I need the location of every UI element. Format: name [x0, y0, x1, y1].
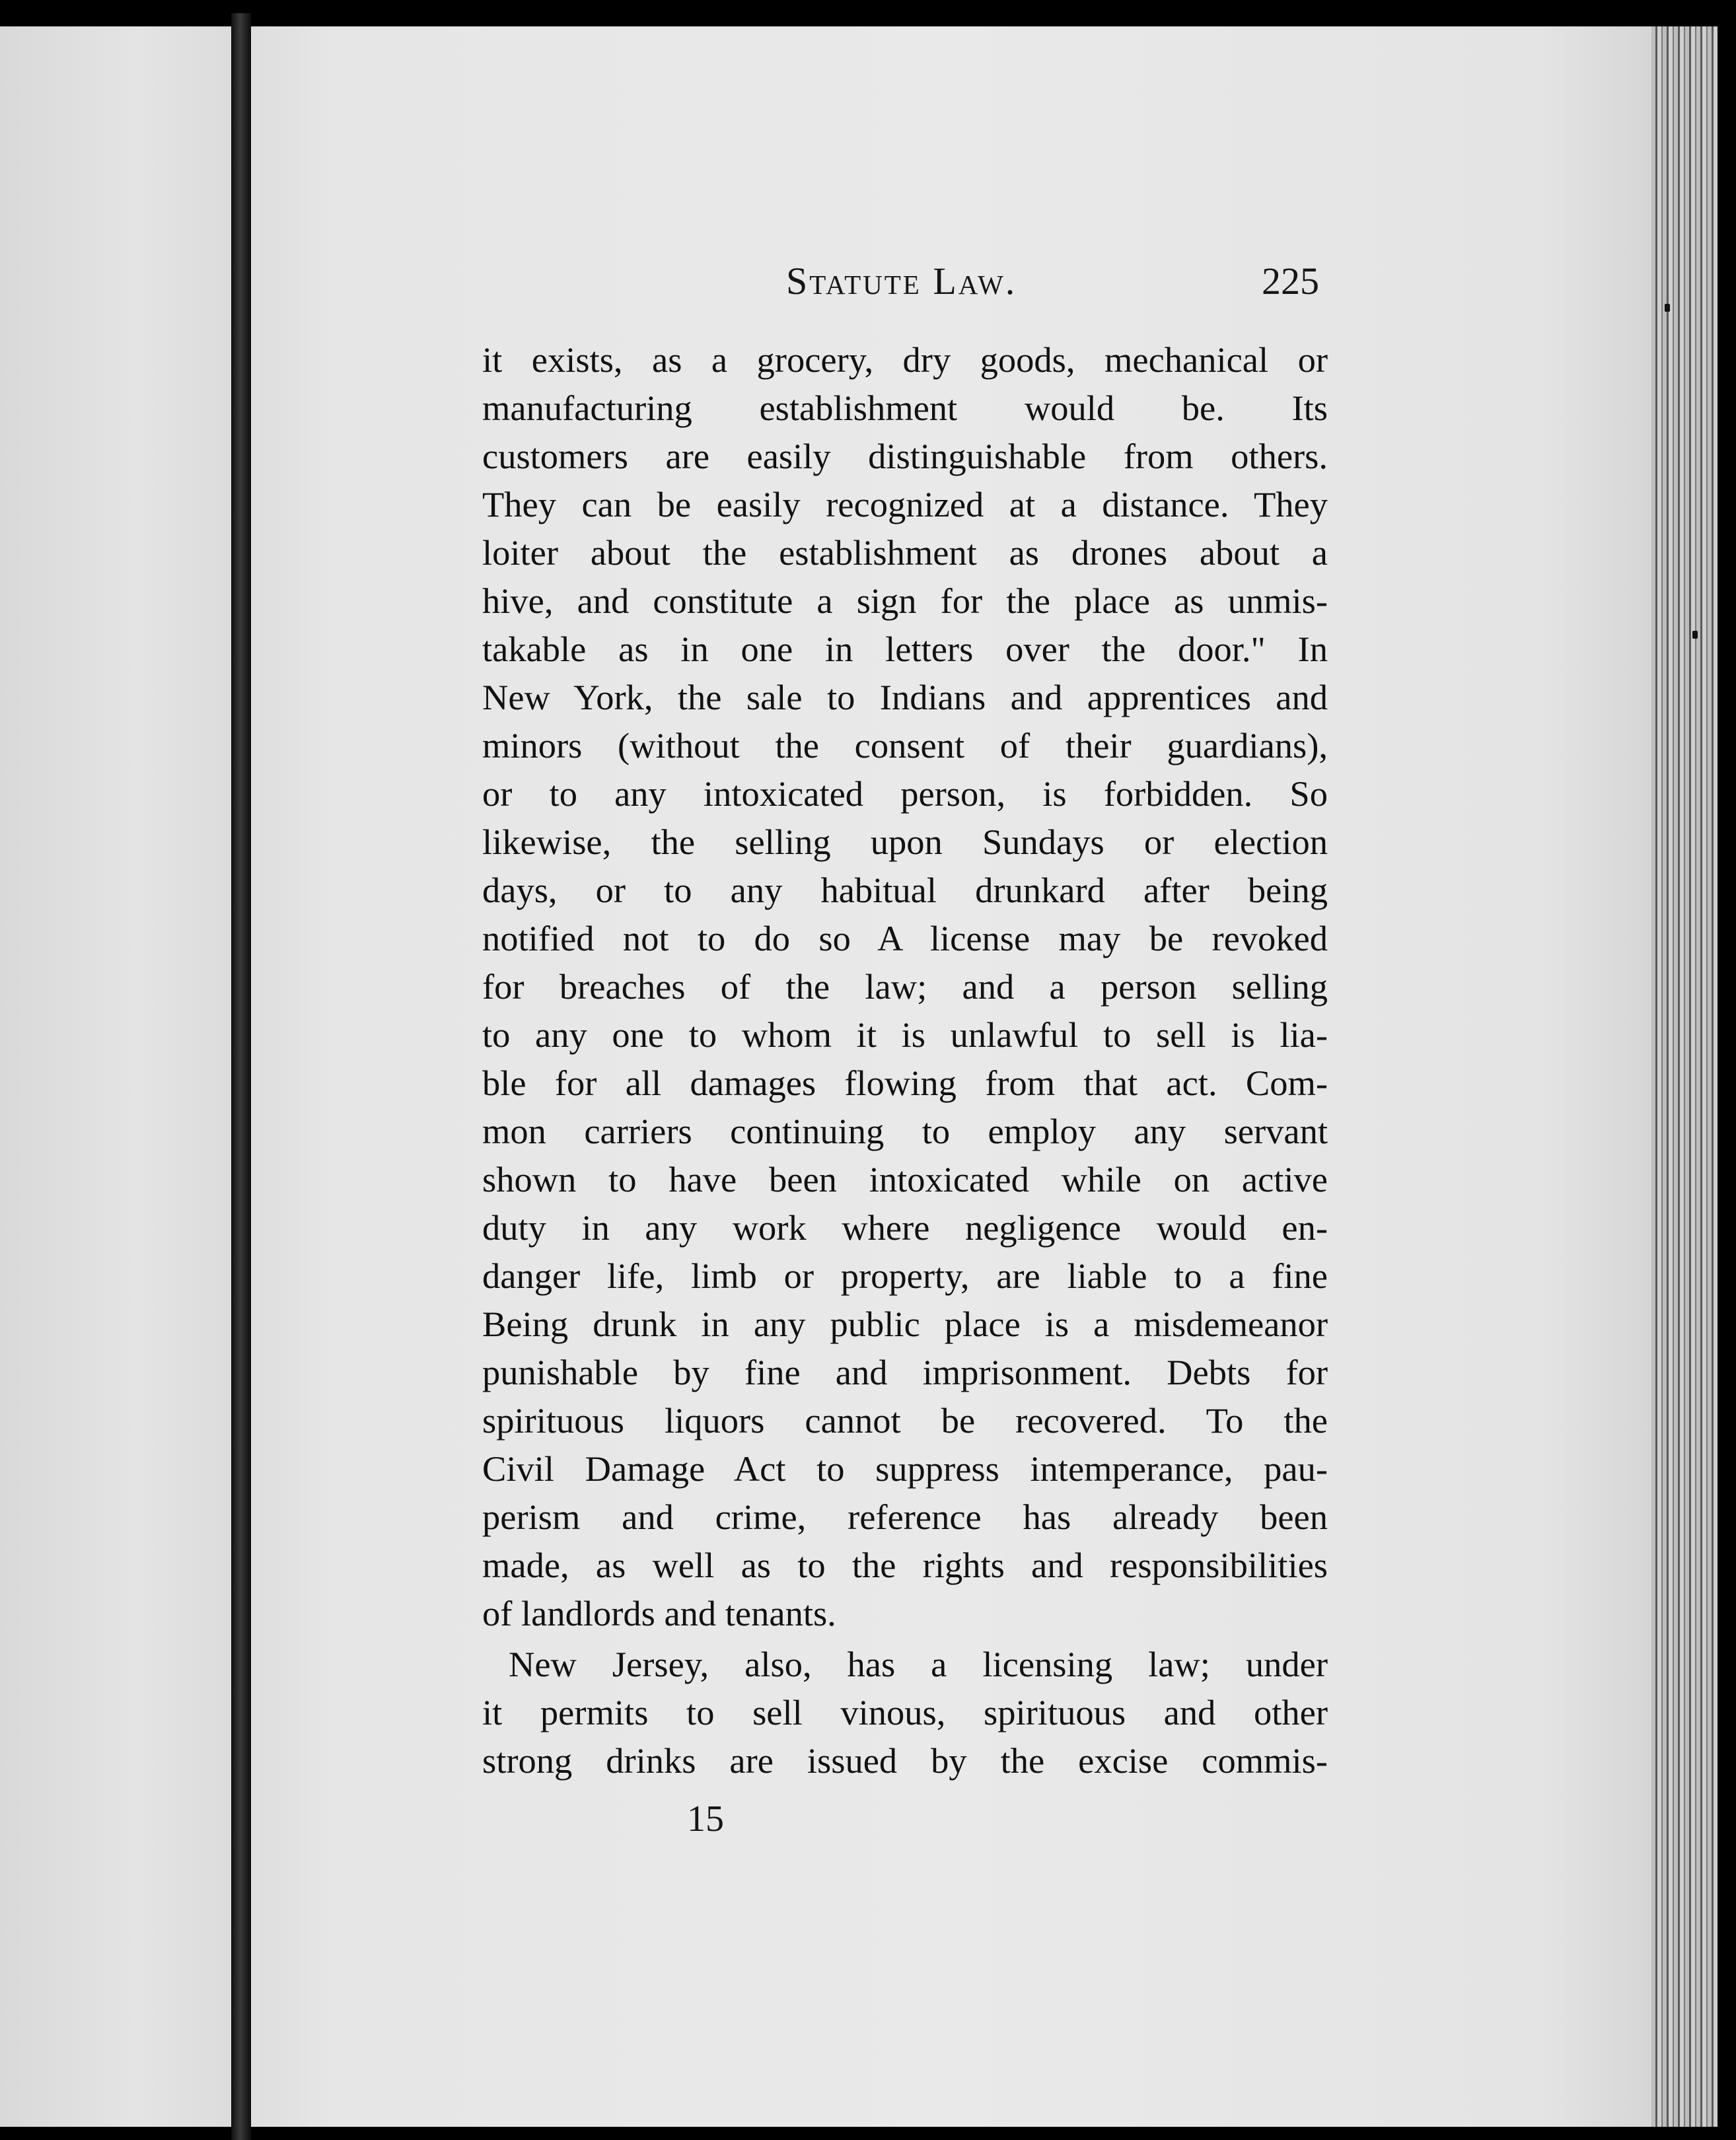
text-line: to any one to whom it is unlawful to sell is lia-	[482, 1015, 1328, 1055]
text-line: strong drinks are issued by the excise commis-	[482, 1740, 1328, 1781]
text-line: for breaches of the law; and a person selling	[482, 966, 1328, 1007]
page-edges	[1651, 26, 1718, 2127]
page-number: 225	[1262, 260, 1319, 303]
text-line: hive, and constitute a sign for the place as unmis-	[482, 581, 1328, 621]
text-line: duty in any work where negligence would en-	[482, 1207, 1328, 1248]
running-head: Statute Law.	[786, 260, 1017, 303]
text-line: danger life, limb or property, are liable to a fine	[482, 1256, 1328, 1296]
text-line: perism and crime, reference has already been	[482, 1497, 1328, 1537]
text-line: spirituous liquors cannot be recovered. To the	[482, 1400, 1328, 1441]
text-line: loiter about the establishment as drones about a	[482, 532, 1328, 573]
text-line: mon carriers continuing to employ any servant	[482, 1111, 1328, 1151]
text-line: takable as in one in letters over the door." In	[482, 629, 1328, 669]
text-line: days, or to any habitual drunkard after being	[482, 870, 1328, 910]
text-line: it exists, as a grocery, dry goods, mechanical or	[482, 339, 1328, 380]
text-line: made, as well as to the rights and responsibilities	[482, 1545, 1328, 1585]
text-line: punishable by fine and imprisonment. Debts for	[482, 1352, 1328, 1392]
text-line: likewise, the selling upon Sundays or election	[482, 822, 1328, 862]
book-gutter	[231, 13, 251, 2140]
signature-mark: 15	[687, 1799, 724, 1839]
text-line: New Jersey, also, has a licensing law; under	[509, 1644, 1328, 1684]
text-line: Being drunk in any public place is a misdemeanor	[482, 1304, 1328, 1344]
text-line: ble for all damages flowing from that act. Com-	[482, 1063, 1328, 1103]
text-line: Civil Damage Act to suppress intemperance, pau-	[482, 1448, 1328, 1489]
text-line: customers are easily distinguishable from others.	[482, 436, 1328, 476]
body-text	[482, 336, 1328, 1785]
text-line: New York, the sale to Indians and apprentices and	[482, 677, 1328, 717]
text-line: notified not to do so A license may be revoked	[482, 918, 1328, 958]
text-line: shown to have been intoxicated while on active	[482, 1159, 1328, 1199]
text-line: it permits to sell vinous, spirituous and other	[482, 1692, 1328, 1732]
previous-page-edge	[0, 26, 231, 2127]
edge-mark	[1692, 631, 1698, 639]
text-line: of landlords and tenants.	[482, 1593, 836, 1633]
text-line: They can be easily recognized at a distance. They	[482, 484, 1328, 524]
paragraph-2	[482, 1640, 1328, 1785]
text-line: manufacturing establishment would be. Its	[482, 388, 1328, 428]
text-line: or to any intoxicated person, is forbidden. So	[482, 773, 1328, 814]
paragraph-1	[482, 336, 1328, 1637]
text-line: minors (without the consent of their guardians),	[482, 725, 1328, 766]
edge-mark	[1665, 304, 1670, 312]
